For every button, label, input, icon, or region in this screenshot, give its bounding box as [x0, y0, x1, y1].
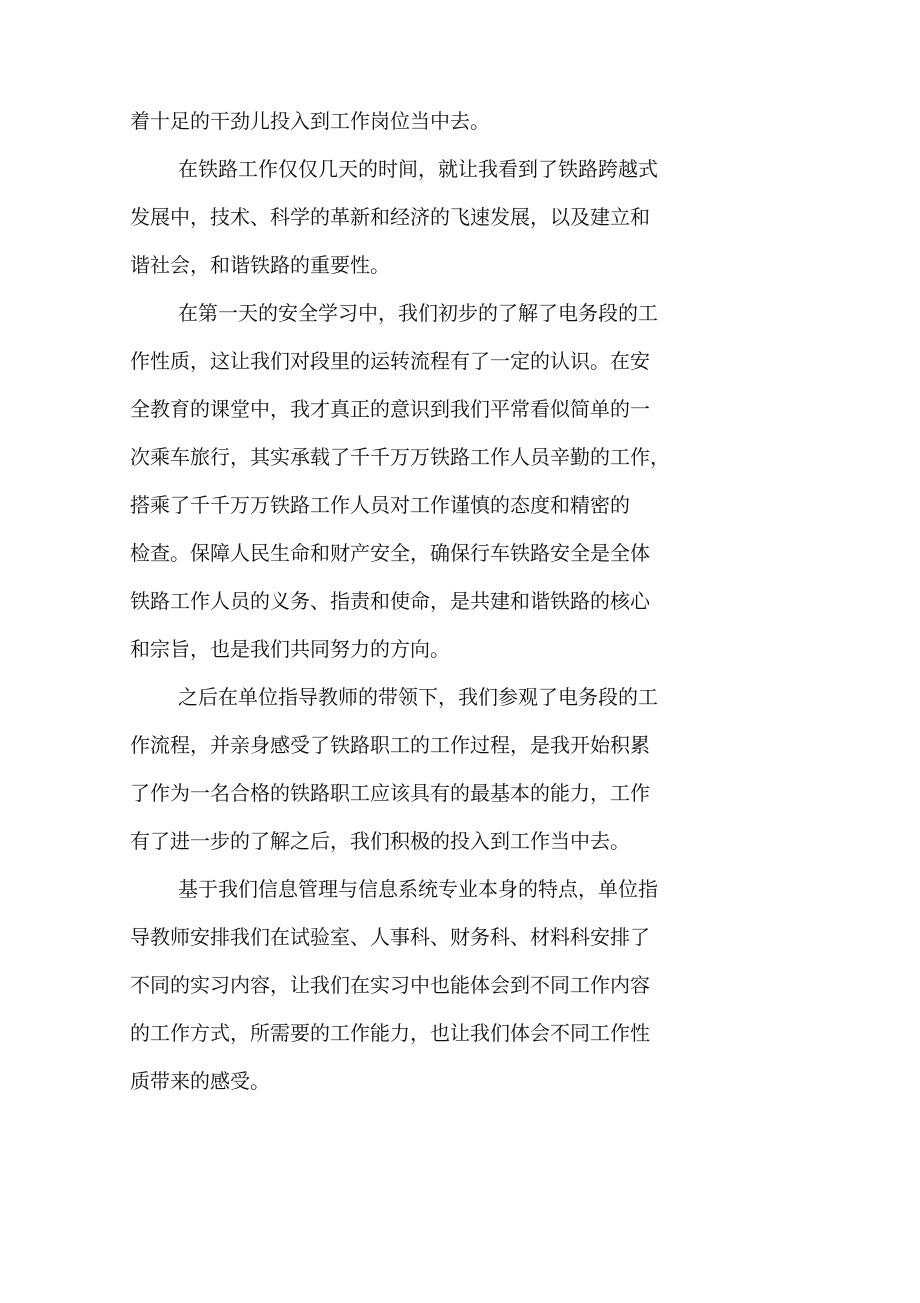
text-line: 的工作方式，所需要的工作能力，也让我们体会不同工作性	[130, 1021, 650, 1045]
text-line: 发展中，技术、科学的革新和经济的飞速发展，以及建立和	[130, 205, 650, 229]
text-line: 在铁路工作仅仅几天的时间，就让我看到了铁路跨越式	[178, 157, 658, 181]
text-line: 和宗旨，也是我们共同努力的方向。	[130, 637, 450, 661]
text-line: 全教育的课堂中，我才真正的意识到我们平常看似简单的一	[130, 397, 650, 421]
text-line: 有了进一步的了解之后，我们积极的投入到工作当中去。	[130, 829, 630, 853]
text-line: 不同的实习内容，让我们在实习中也能体会到不同工作内容	[130, 973, 650, 997]
text-line: 导教师安排我们在试验室、人事科、财务科、材料科安排了	[130, 925, 650, 949]
text-line: 铁路工作人员的义务、指责和使命，是共建和谐铁路的核心	[130, 589, 650, 613]
text-line: 了作为一名合格的铁路职工应该具有的最基本的能力，工作	[130, 781, 650, 805]
text-line: 作性质，这让我们对段里的运转流程有了一定的认识。在安	[130, 349, 650, 373]
text-line: 搭乘了千千万万铁路工作人员对工作谨慎的态度和精密的	[130, 493, 630, 517]
text-line: 在第一天的安全学习中，我们初步的了解了电务段的工	[178, 301, 658, 325]
text-line: 之后在单位指导教师的带领下，我们参观了电务段的工	[178, 685, 658, 709]
text-line: 次乘车旅行，其实承载了千千万万铁路工作人员辛勤的工作，	[130, 445, 670, 469]
text-line: 检查。保障人民生命和财产安全，确保行车铁路安全是全体	[130, 541, 650, 565]
text-line: 基于我们信息管理与信息系统专业本身的特点，单位指	[178, 877, 658, 901]
text-line: 质带来的感受。	[130, 1069, 270, 1093]
text-line: 着十足的干劲儿投入到工作岗位当中去。	[130, 109, 490, 133]
text-line: 作流程，并亲身感受了铁路职工的工作过程，是我开始积累	[130, 733, 650, 757]
text-line: 谐社会，和谐铁路的重要性。	[130, 253, 390, 277]
body-text	[130, 97, 700, 1105]
